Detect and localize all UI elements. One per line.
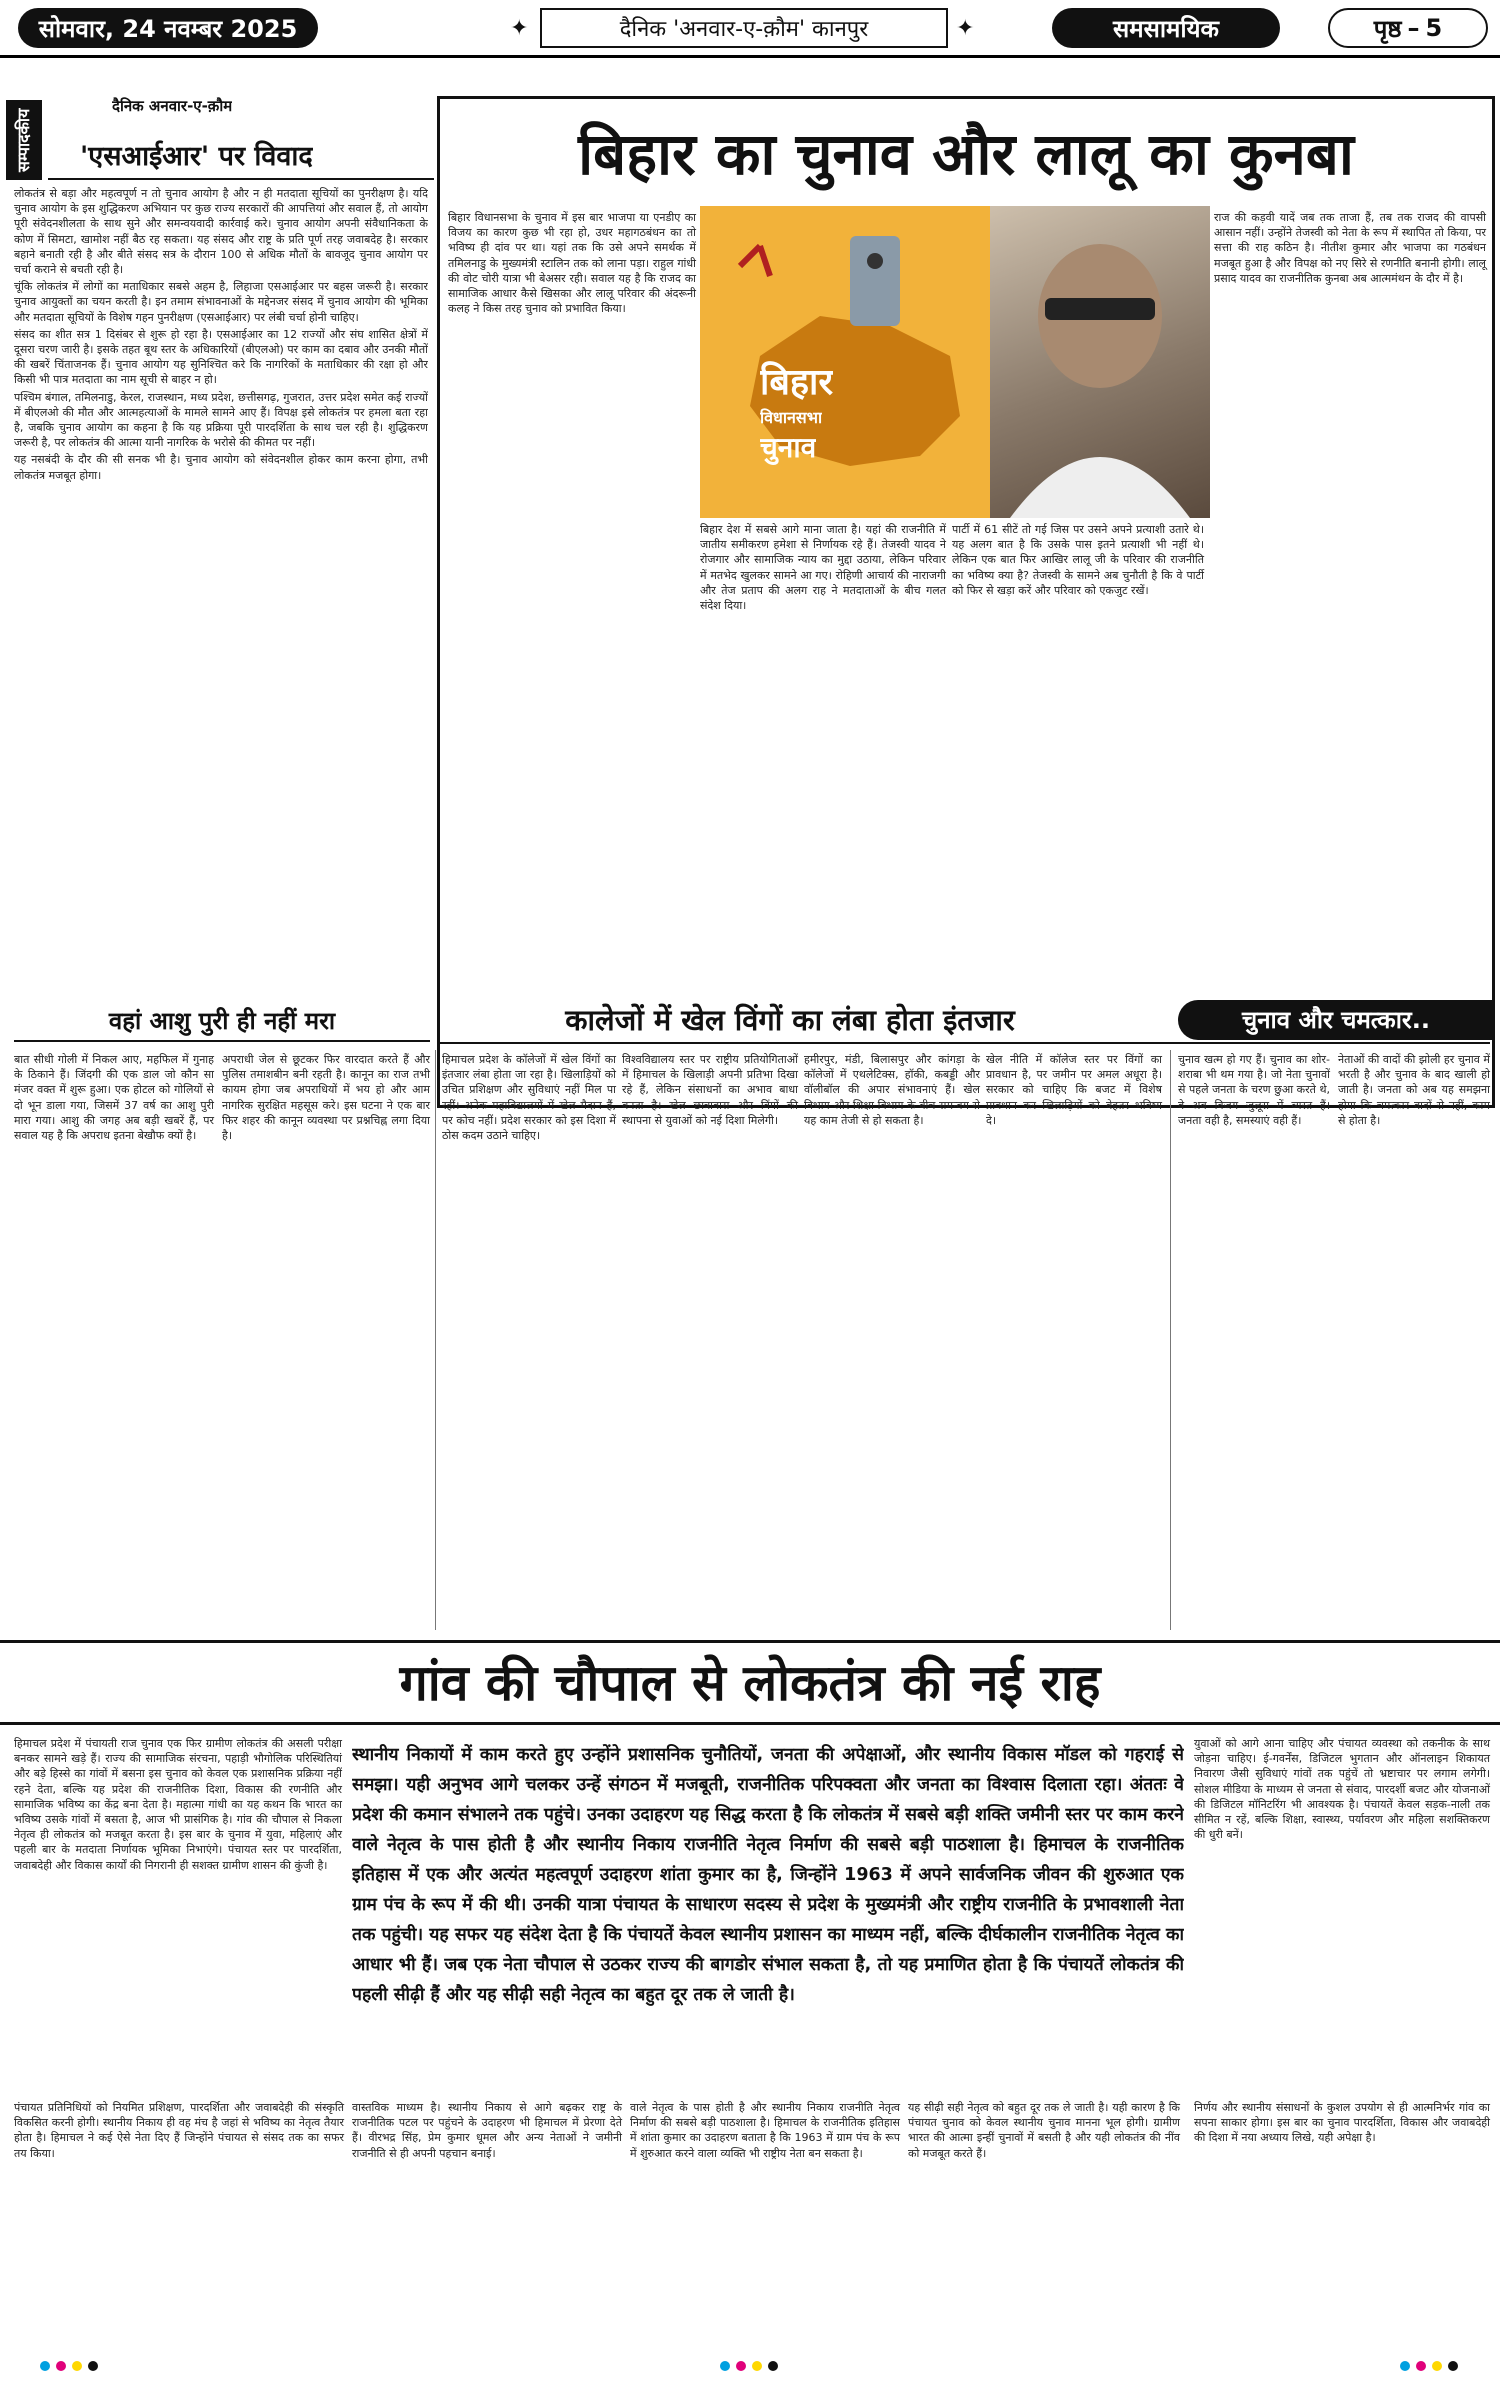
editorial-rule — [48, 178, 434, 180]
gaon-intro: स्थानीय निकायों में काम करते हुए उन्होंने प्रशासनिक चुनौतियों, जनता की अपेक्षाओं, और स्थानीय विकास मॉडल को गहराई से समझा। यही अनुभव आगे चलकर उन्हें संगठन में मजबूती, राजनीतिक परिपक्वता और जनता का विश्वास दिलाता रहा। अंततः वे प्रदेश की कमान संभालने तक पहुंचे। उनका उदाहरण यह सिद्ध करता है कि लोकतंत्र में सबसे बड़ी शक्ति जमीनी स्तर पर काम करने वाले नेतृत्व के पास होती है और स्थानीय निकाय राजनीति नेतृत्व निर्माण की सबसे बड़ी पाठशाला है। हिमाचल के राजनीतिक इतिहास में एक और अत्यंत महत्वपूर्ण उदाहरण शांता कुमार का है, जिन्होंने 1963 में अपने सार्वजनिक जीवन की शुरुआत एक ग्राम पंच के रूप में की थी। उनकी यात्रा पंचायत के साधारण सदस्य से प्रदेश के मुख्यमंत्री और राष्ट्रीय राजनीति के प्रभावशाली नेता तक पहुंची। यह सफर यह संदेश देता है कि पंचायतें केवल स्थानीय प्रशासन का माध्यम नहीं, बल्कि दीर्घकालीन राजनीतिक नेतृत्व का आधार भी हैं। जब एक नेता चौपाल से उठकर राज्य की बागडोर संभाल सकता है, तो यह प्रमाणित होता है कि पंचायतें लोकतंत्र की पहली सीढ़ी हैं और यह सीढ़ी सही नेतृत्व का बहुत दूर तक ले जाती है। — [352, 1745, 1184, 2005]
black-dot-icon — [1448, 2361, 1458, 2371]
chunav-column: नेताओं की वादों की झोली हर चुनाव में भरती है और चुनाव के बाद खाली हो जाती है। जनता को अब यह समझना होगा कि चमत्कार वादों से नहीं, काम से होता है। — [1338, 1053, 1490, 1127]
khel-column: हमीरपुर, मंडी, बिलासपुर और कांगड़ा के कॉलेजों में एथलेटिक्स, हॉकी, कबड्डी और वॉलीबॉल की अपार संभावनाएं हैं। खेल विभाग और शिक्षा विभाग के बीच समन्वय से यह काम तेजी से हो सकता है। — [804, 1053, 980, 1127]
editorial-paragraph: यह नसबंदी के दौर की सी सनक भी है। चुनाव आयोग को संवेदनशील होकर काम करना होगा, तभी लोकतंत्र मजबूत होगा। — [14, 453, 428, 482]
yellow-dot-icon — [72, 2361, 82, 2371]
bihar-column: बिहार देश में सबसे आगे माना जाता है। यहां की राजनीति में जातीय समीकरण हमेशा से निर्णायक रहे हैं। तेजस्वी यादव ने रोजगार और सामाजिक न्याय का मुद्दा उठाया, लेकिन परिवार में मतभेद खुलकर सामने आ गए। रोहिणी आचार्य की नाराजगी और तेज प्रताप की अलग राह ने मतदाताओं के बीच गलत संदेश दिया। — [700, 523, 946, 613]
gaon-headline: गांव की चौपाल से लोकतंत्र की नई राह — [399, 1654, 1101, 1712]
page-number: 5 — [1425, 14, 1443, 42]
magenta-dot-icon — [736, 2361, 746, 2371]
khel-column: हिमाचल प्रदेश के कॉलेजों में खेल विंगों का इंतजार लंबा होता जा रहा है। खिलाड़ियों को उचित प्रशिक्षण और सुविधाएं नहीं मिल पा रहीं। अनेक महाविद्यालयों में खेल मैदान हैं, पर कोच नहीं। प्रदेश सरकार को इस दिशा में ठोस कदम उठाने चाहिए। — [442, 1053, 616, 1143]
gaon-bottom-column: निर्णय और स्थानीय संसाधनों के कुशल उपयोग से ही आत्मनिर्भर गांव का सपना साकार होगा। इस बार का चुनाव पारदर्शिता, विकास और जवाबदेही की दिशा में नया अध्याय लिखे, यही अपेक्षा है। — [1194, 2101, 1490, 2145]
star-ornament-left: ✦ — [510, 16, 529, 41]
editorial-paragraph: लोकतंत्र से बड़ा और महत्वपूर्ण न तो चुनाव आयोग है और न ही मतदाता सूचियों का पुनरीक्षण है। यदि चुनाव आयोग के इस शुद्धिकरण अभियान पर कुछ राज्य सरकारों की आपत्तियां और सवाल हैं, तो आयोग पूरी संवेदनशीलता के साथ सुने और समन्वयवादी कार्रवाई करे। चुनाव आयोग अपनी संवैधानिकता के कोण में सिमटा, खामोश नहीं बैठ रह सकता। यह संसद और राष्ट्र के प्रति पूर्ण तरह जवाबदेह है। सरकार बहाने बनाती रही है और बीते संसद सत्र के दौरान 100 से अधिक मौतों के बावजूद चुनाव आयोग पर चर्चा कराने से बचती रही है। — [14, 187, 428, 277]
map-label-bihar: बिहार — [760, 362, 834, 403]
ashu-rule — [14, 1040, 430, 1042]
page-dash: – — [1407, 14, 1420, 42]
bihar-column: राज की कड़वी यादें जब तक ताजा हैं, तब तक राजद की वापसी आसान नहीं। उन्होंने तेजस्वी को नेता के रूप में स्थापित तो किया, पर सत्ता की राह कठिन है। नीतीश कुमार और भाजपा का गठबंधन मजबूत हुआ है और विपक्ष को नए सिरे से रणनीति बनानी होगी। लालू प्रसाद यादव का राजनीतिक कुनबा अब आत्ममंथन के दौर में है। — [1214, 211, 1486, 285]
bihar-headline: बिहार का चुनाव और लालू का कुनबा — [578, 120, 1354, 188]
issue-date: सोमवार, 24 नवम्बर 2025 — [18, 8, 318, 48]
editorial-brand: दैनिक अनवार-ए-क़ौम — [112, 97, 233, 115]
ashu-column: अपराधी जेल से छूटकर फिर वारदात करते हैं और पुलिस तमाशबीन बनी रहती है। कानून का राज तभी कायम होगा जब अपराधियों में भय हो और आम नागरिक सुरक्षित महसूस करे। इस घटना ने एक बार फिर शहर की कानून व्यवस्था पर प्रश्नचिह्न लगा दिया है। — [222, 1053, 430, 1143]
star-ornament-right: ✦ — [956, 16, 975, 41]
cyan-dot-icon — [40, 2361, 50, 2371]
bihar-map-icon — [700, 206, 992, 518]
ashu-headline: वहां आशु पुरी ही नहीं मरा — [108, 1007, 336, 1035]
chunav-headline: चुनाव और चमत्कार.. — [1178, 1000, 1494, 1040]
editorial-paragraph: पश्चिम बंगाल, तमिलनाडु, केरल, राजस्थान, मध्य प्रदेश, छत्तीसगढ़, गुजरात, उत्तर प्रदेश समेत कई राज्यों में बीएलओ की मौत और आत्महत्याओं के मामले सामने आए हैं। विपक्ष इसे लोकतंत्र पर हमला बता रहा है, जबकि चुनाव आयोग का कहना है कि यह प्रक्रिया पूरी पारदर्शिता के साथ चल रही है। शुद्धिकरण जरूरी है, पर लोकतंत्र की आत्मा यानी नागरिक के भरोसे की कीमत पर नहीं। — [14, 390, 428, 450]
khel-rule — [440, 1042, 1490, 1044]
map-label-election: चुनाव — [760, 431, 817, 464]
yellow-dot-icon — [1432, 2361, 1442, 2371]
yellow-dot-icon — [752, 2361, 762, 2371]
cyan-dot-icon — [1400, 2361, 1410, 2371]
page-number-box — [1328, 8, 1488, 48]
gaon-bottom-column: पंचायत प्रतिनिधियों को नियमित प्रशिक्षण, पारदर्शिता और जवाबदेही की संस्कृति विकसित करनी होगी। स्थानीय निकाय ही वह मंच है जहां से भविष्य का नेतृत्व तैयार होता है। हिमाचल ने कई ऐसे नेता दिए हैं जिन्होंने पंचायत से संसद तक का सफर तय किया। — [14, 2101, 344, 2160]
magenta-dot-icon — [56, 2361, 66, 2371]
portrait-icon — [990, 206, 1210, 518]
editorial-side-label: सम्पादकीय — [6, 100, 42, 180]
leader-photo — [990, 206, 1210, 518]
khel-column: खेल नीति में कॉलेज स्तर पर विंगों का प्रावधान है, पर जमीन पर अमल अधूरा है। सरकार को चाहिए कि बजट में विशेष प्रावधान कर खिलाड़ियों को बेहतर भविष्य दे। — [986, 1053, 1162, 1127]
magenta-dot-icon — [1416, 2361, 1426, 2371]
section-name: समसामयिक — [1052, 8, 1280, 48]
column-divider — [1170, 1050, 1171, 1630]
editorial-body — [14, 186, 428, 992]
khel-column: विश्वविद्यालय स्तर पर राष्ट्रीय प्रतियोगिताओं में हिमाचल के खिलाड़ी अपनी प्रतिभा दिखा रहे हैं, लेकिन संसाधनों का अभाव बाधा बनता है। खेल छात्रावास और विंगों की स्थापना से युवाओं को नई दिशा मिलेगी। — [622, 1053, 798, 1127]
editorial-paragraph: संसद का शीत सत्र 1 दिसंबर से शुरू हो रहा है। एसआईआर का 12 राज्यों और संघ शासित क्षेत्रों में दूसरा चरण जारी है। इसके तहत बूथ स्तर के अधिकारियों (बीएलओ) पर काम का दबाव और उनकी मौतों की खबरें चिंताजनक हैं। चुनाव आयोग यह सुनिश्चित करे कि नागरिकों के मताधिकार की रक्षा हो और किसी भी पात्र मतदाता का नाम सूची से बाहर न हो। — [14, 327, 428, 387]
cyan-dot-icon — [720, 2361, 730, 2371]
chunav-column: चुनाव खत्म हो गए हैं। चुनाव का शोर-शराबा भी थम गया है। जो नेता चुनावों से पहले जनता के चरण छुआ करते थे, वे अब विजय जुलूस में व्यस्त हैं। जनता वही है, समस्याएं वही हैं। — [1178, 1053, 1330, 1127]
khel-headline: कालेजों में खेल विंगों का लंबा होता इंतजार — [565, 1003, 1015, 1037]
editorial-paragraph: चूंकि लोकतंत्र में लोगों का मताधिकार सबसे अहम है, लिहाजा एसआईआर पर बहस जरूरी है। सरकार चुनाव आयुक्तों का चयन करती है। इन तमाम संभावनाओं के मद्देनजर संसद में चुनाव आयोग की भूमिका और मतदाता सूचियों के विशेष गहन पुनरीक्षण (एसआईआर) पर लंबी चर्चा होनी चाहिए। — [14, 280, 428, 324]
page-header — [0, 0, 1500, 58]
black-dot-icon — [88, 2361, 98, 2371]
gaon-bottom-column: वाले नेतृत्व के पास होती है और स्थानीय निकाय राजनीति नेतृत्व निर्माण की सबसे बड़ी पाठशाला है। हिमाचल के राजनीतिक इतिहास में शांता कुमार का उदाहरण बताता है कि 1963 में ग्राम पंच के रूप में शुरुआत करने वाला व्यक्ति भी राष्ट्रीय नेता बन सकता है। — [630, 2101, 900, 2160]
column-divider — [435, 1050, 436, 1630]
gaon-right-column: युवाओं को आगे आना चाहिए और पंचायत व्यवस्था को तकनीक के साथ जोड़ना चाहिए। ई-गवर्नेंस, डिजिटल भुगतान और ऑनलाइन शिकायत निवारण जैसी सुविधाएं गांवों तक पहुंचें तो भ्रष्टाचार पर लगाम लगेगी। सोशल मीडिया के माध्यम से जनता से संवाद, पारदर्शी बजट और योजनाओं की डिजिटल मॉनिटरिंग भी आवश्यक है। पंचायतें केवल सड़क-नाली तक सीमित न रहें, बल्कि शिक्षा, स्वास्थ्य, पर्यावरण और महिला सशक्तिकरण की धुरी बनें। — [1194, 1737, 1490, 1842]
gaon-rule — [0, 1722, 1500, 1725]
editorial-title: 'एसआईआर' पर विवाद — [80, 141, 313, 172]
print-registration-footer — [0, 2348, 1500, 2384]
page-label: पृष्ठ — [1373, 14, 1402, 43]
ashu-column: बात सीधी गोली में निकल आए, महफिल में गुनाह के ठिकाने हैं। जिंदगी की एक डाल जो कौन सा मंजर वक्त में शुरू हुआ। एक होटल को गोलियों से दो भून डाला गया, जिसमें 37 वर्ष का आशु पुरी मारा गया। आशु की जगह अब बड़ी खबरें हैं, पर सवाल यह है कि अपराध इतना बेखौफ क्यों है। — [14, 1053, 214, 1143]
black-dot-icon — [768, 2361, 778, 2371]
map-label-assembly: विधानसभा — [760, 408, 823, 427]
bihar-column: बिहार विधानसभा के चुनाव में इस बार भाजपा या एनडीए का विजय का कारण कुछ भी रहा हो, उधर महागठबंधन का तो भविष्य ही दांव पर था। यहां तक कि उसे अपने समर्थक में तमिलनाडु के मुख्यमंत्री स्टालिन तक को लाना पड़ा। राहुल गांधी की वोट चोरी यात्रा भी बेअसर रही। सवाल यह है कि राजद का सामाजिक आधार कैसे खिसका और लालू परिवार की अंदरूनी कलह ने किस तरह चुनाव को प्रभावित किया। — [448, 211, 696, 316]
gaon-bottom-column: यह सीढ़ी सही नेतृत्व को बहुत दूर तक ले जाती है। यही कारण है कि पंचायत चुनाव को केवल स्थानीय चुनाव मानना भूल होगी। ग्रामीण भारत की आत्मा इन्हीं चुनावों में बसती है और यही लोकतंत्र की नींव को मजबूत करते हैं। — [908, 2101, 1180, 2160]
gaon-bottom-column: वास्तविक माध्यम है। स्थानीय निकाय से आगे बढ़कर राष्ट्र के राजनीतिक पटल पर पहुंचने के उदाहरण भी हिमाचल में प्रेरणा देते हैं। वीरभद्र सिंह, प्रेम कुमार धूमल और अन्य नेताओं ने जमीनी राजनीति से ही अपनी पहचान बनाई। — [352, 2101, 622, 2160]
gaon-left-column: हिमाचल प्रदेश में पंचायती राज चुनाव एक फिर ग्रामीण लोकतंत्र की असली परीक्षा बनकर सामने खड़े हैं। राज्य की सामाजिक संरचना, पहाड़ी भौगोलिक परिस्थितियां और बड़े हिस्से का गांवों में बसना इस चुनाव को केवल एक प्रशासनिक प्रक्रिया नहीं रहने देता, बल्कि यह प्रदेश की राजनीतिक दिशा, विकास की रणनीति और सामाजिक भविष्य का केंद्र बना देता है। महात्मा गांधी का यह कथन कि भारत का भविष्य उसके गांवों में बसता है, आज भी प्रासंगिक है। गांव की चौपाल से निकला नेतृत्व ही लोकतंत्र को मजबूत करता है। इस बार के चुनाव में युवा, महिलाएं और पहली बार के मतदाता निर्णायक भूमिका निभाएंगे। पंचायत स्तर पर पारदर्शिता, जवाबदेही और विकास कार्यों की निगरानी ही सशक्त ग्रामीण शासन की कुंजी है। — [14, 1737, 342, 1872]
bihar-column: पार्टी में 61 सीटें तो गई जिस पर उसने अपने प्रत्याशी उतारे थे। यह अलग बात है कि उसके पास इतने प्रत्याशी भी नहीं थे। लेकिन एक बात फिर आखिर लालू जी के परिवार की राजनीति का भविष्य क्या है? तेजस्वी के सामने अब चुनौती है कि वे पार्टी को फिर से खड़ा करें और परिवार को एकजुट रखें। — [952, 523, 1204, 597]
bihar-map-graphic — [700, 206, 992, 518]
masthead: दैनिक 'अनवार-ए-क़ौम' कानपुर — [540, 8, 948, 48]
gaon-rule — [0, 1640, 1500, 1643]
